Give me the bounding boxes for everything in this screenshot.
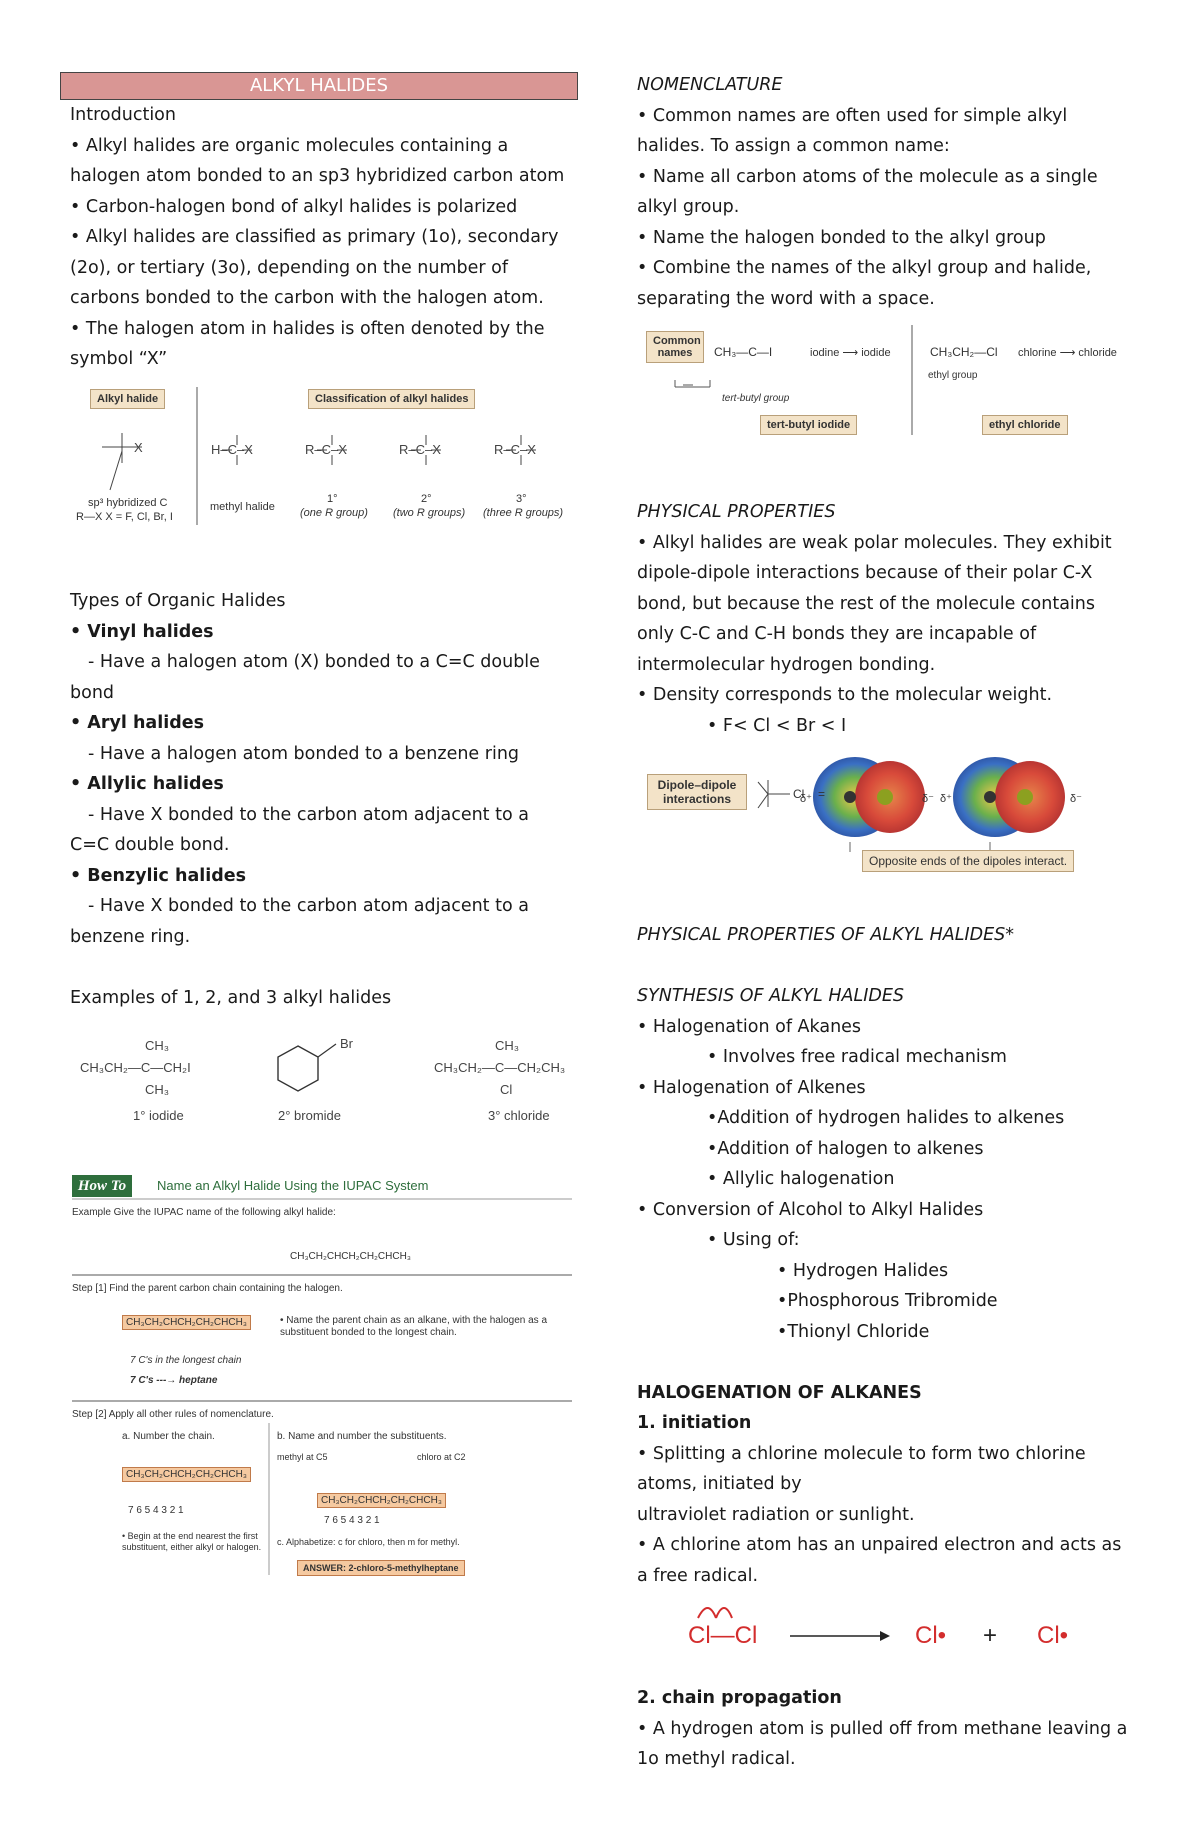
step2b-numbers: 7 6 5 4 3 2 1 <box>324 1515 380 1526</box>
intro-line: halogen atom bonded to an sp3 hybridized carbon atom <box>70 166 565 186</box>
initiation-line: ultraviolet radiation or sunlight. <box>637 1504 915 1525</box>
propagation-line: • A hydrogen atom is pulled off from methane leaving a <box>637 1718 1128 1739</box>
synthesis-line: • Hydrogen Halides <box>777 1260 949 1281</box>
synthesis-line: •Phosphorous Tribromide <box>777 1291 998 1311</box>
propagation-heading: 2. chain propagation <box>637 1688 842 1708</box>
type-desc: - Have a halogen atom (X) bonded to a C=C double <box>88 652 540 672</box>
nomenclature-line: halides. To assign a common name: <box>637 136 950 156</box>
physical-line: dipole-dipole interactions because of their polar C-X <box>637 563 1093 583</box>
step1-chain: 7 C's in the longest chain <box>130 1355 242 1366</box>
initiation-line: atoms, initiated by <box>637 1474 802 1494</box>
howto-step2: Step [2] Apply all other rules of nomenclature. <box>72 1409 274 1420</box>
tertiary-struct: R–C–X <box>494 442 536 457</box>
secondary-struct: R–C–X <box>399 442 441 457</box>
spacer <box>637 951 1137 982</box>
nomenclature-line: • Name the halogen bonded to the alkyl group <box>637 227 1046 248</box>
nomenclature-heading: NOMENCLATURE <box>637 75 783 95</box>
synthesis-section <box>637 920 1137 1591</box>
step1-molecule: CH₃CH₂CHCH₂CH₂CHCH₃ <box>122 1315 251 1330</box>
answer-box: ANSWER: 2-chloro-5-methylheptane <box>297 1560 465 1576</box>
intro-line: • The halogen atom in halides is often denoted by the <box>70 318 545 339</box>
propagation-section <box>637 1683 1137 1775</box>
type-desc-cont: bond <box>70 682 115 703</box>
physical-heading: PHYSICAL PROPERTIES <box>637 502 836 522</box>
classification-tag: Classification of alkyl halides <box>308 389 475 409</box>
type-desc: - Have a halogen atom bonded to a benzene ring <box>88 743 520 764</box>
nomenclature-line: alkyl group. <box>637 197 740 217</box>
begin-note: • Begin at the end nearest the first substituent, either alkyl or halogen. <box>122 1531 262 1552</box>
methyl-c5: methyl at C5 <box>277 1452 328 1462</box>
ethyl-formula: CH₃CH₂—Cl <box>930 345 998 359</box>
physical-line: • Density corresponds to the molecular weight. <box>637 685 1053 705</box>
intro-heading: Introduction <box>70 105 176 125</box>
methyl-struct: H–C–X <box>211 442 253 457</box>
bromide-br: Br <box>340 1036 353 1051</box>
howto-example: Example Give the IUPAC name of the following alkyl halide: <box>72 1207 336 1218</box>
physical-line: • Alkyl halides are weak polar molecules. They exhibit <box>637 532 1112 553</box>
tbu-iodide-tag: tert-butyl iodide <box>760 415 857 435</box>
physical-section <box>637 497 1137 741</box>
physical-line: only C-C and C-H bonds they are incapable of <box>637 624 1037 644</box>
type-name: • Vinyl halides <box>70 621 214 642</box>
left-column <box>70 100 575 375</box>
tbu-formula: CH₃—C—I <box>714 345 773 359</box>
equals-sign: = <box>818 787 826 801</box>
nomenclature-line: separating the word with a space. <box>637 288 935 309</box>
common-names-figure <box>640 325 1140 445</box>
synthesis-heading: SYNTHESIS OF ALKYL HALIDES <box>637 986 905 1006</box>
synthesis-line: • Using of: <box>707 1230 800 1250</box>
dipole-figure <box>640 752 1140 887</box>
iodide-ch3-top: CH₃ <box>145 1038 170 1053</box>
delta-minus-1: δ⁻ <box>922 793 934 805</box>
synthesis-line: • Involves free radical mechanism <box>707 1047 1007 1067</box>
examples-heading: Examples of 1, 2, and 3 alkyl halides <box>70 987 392 1008</box>
synthesis-line: • Conversion of Alcohol to Alkyl Halides <box>637 1199 984 1220</box>
synthesis-line: •Addition of hydrogen halides to alkenes <box>707 1108 1065 1128</box>
iodine-arrow: iodine ⟶ iodide <box>810 347 891 359</box>
initiation-heading: 1. initiation <box>637 1413 752 1433</box>
delta-plus-1: δ⁺ <box>800 793 812 805</box>
synthesis-line: •Thionyl Chloride <box>777 1321 930 1342</box>
step2c: c. Alphabetize: c for chloro, then m for methyl. <box>277 1537 460 1547</box>
type-desc-cont: C=C double bond. <box>70 835 230 855</box>
propagation-line: 1o methyl radical. <box>637 1749 796 1769</box>
bromide-label: 2° bromide <box>278 1108 342 1123</box>
synthesis-line: • Allylic halogenation <box>707 1169 895 1189</box>
chloride-formula: CH₃CH₂—C—CH₂CH₃ <box>434 1060 566 1075</box>
step1-note: • Name the parent chain as an alkane, with the halogen as a substituent bonded to the longest chain. <box>280 1315 548 1338</box>
spacer <box>70 952 575 983</box>
chloride-cl: Cl <box>500 1082 513 1097</box>
sp3-label: sp³ hybridized C <box>88 497 168 509</box>
cl-radical-1: Cl• <box>915 1622 947 1649</box>
chloro-c2: chloro at C2 <box>417 1452 466 1462</box>
step2b-molecule: CH₃CH₂CHCH₂CH₂CHCH₃ <box>317 1493 446 1508</box>
physical-alkyl-heading: PHYSICAL PROPERTIES OF ALKYL HALIDES* <box>637 925 1015 945</box>
step2a-numbers: 7 6 5 4 3 2 1 <box>128 1505 184 1516</box>
common-names-tag: Common names <box>646 331 704 363</box>
type-desc: - Have X bonded to the carbon atom adjacent to a <box>88 896 529 916</box>
clcl-molecule: Cl—Cl <box>688 1622 758 1649</box>
types-heading: Types of Organic Halides <box>70 591 286 611</box>
step1-heptane: 7 C's ---→ heptane <box>130 1375 218 1386</box>
synthesis-line: •Addition of halogen to alkenes <box>707 1138 984 1159</box>
intro-line: • Carbon-halogen bond of alkyl halides is polarized <box>70 196 518 217</box>
iodide-formula: CH₃CH₂—C—CH₂I <box>80 1060 191 1075</box>
delta-plus-2: δ⁺ <box>940 793 952 805</box>
alkyl-halide-tag: Alkyl halide <box>90 389 165 409</box>
tertiary-degree: 3° <box>516 493 527 505</box>
primary-degree: 1° <box>327 493 338 505</box>
intro-line: symbol “X” <box>70 349 168 369</box>
dipole-tag: Dipole–dipole interactions <box>647 774 747 810</box>
chloride-ch3: CH₃ <box>495 1038 520 1053</box>
spacer <box>637 1347 1137 1378</box>
type-name: • Allylic halides <box>70 774 224 794</box>
synthesis-line: • Halogenation of Alkenes <box>637 1077 866 1098</box>
howto-badge: How To <box>72 1175 132 1197</box>
primary-sub: (one R group) <box>300 507 368 519</box>
step2a-molecule: CH₃CH₂CHCH₂CH₂CHCH₃ <box>122 1467 251 1482</box>
halogenation-heading: HALOGENATION OF ALKANES <box>637 1382 922 1403</box>
howto-heading: Name an Alkyl Halide Using the IUPAC System <box>157 1178 429 1193</box>
cl-radical-2: Cl• <box>1037 1622 1069 1649</box>
intro-line: carbons bonded to the carbon with the halogen atom. <box>70 288 544 308</box>
primary-struct: R–C–X <box>305 442 347 457</box>
nomenclature-line: • Common names are often used for simple alkyl <box>637 105 1068 126</box>
intro-line: (2o), or tertiary (3o), depending on the number of <box>70 257 509 278</box>
type-name: • Benzylic halides <box>70 865 247 886</box>
secondary-sub: (two R groups) <box>393 507 466 519</box>
radical-figure <box>680 1596 1120 1658</box>
halogen-x: X <box>134 440 143 455</box>
initiation-line: • Splitting a chlorine molecule to form two chlorine <box>637 1443 1086 1464</box>
types-section <box>70 586 575 1013</box>
ethyl-group: ethyl group <box>928 370 978 381</box>
initiation-line: a free radical. <box>637 1565 759 1586</box>
ethyl-chloride-tag: ethyl chloride <box>982 415 1068 435</box>
iodide-label: 1° iodide <box>133 1108 184 1123</box>
nomenclature-line: • Name all carbon atoms of the molecule as a single <box>637 166 1098 187</box>
dipole-cl: Cl <box>793 787 805 801</box>
step2b: b. Name and number the substituents. <box>277 1431 447 1442</box>
type-desc: - Have X bonded to the carbon atom adjacent to a <box>88 804 529 825</box>
physical-line: bond, but because the rest of the molecule contains <box>637 593 1095 614</box>
chloride-label: 3° chloride <box>488 1108 550 1123</box>
iodide-ch3-bottom: CH₃ <box>145 1082 170 1097</box>
examples-figure <box>78 1030 578 1130</box>
chlorine-arrow: chlorine ⟶ chloride <box>1018 347 1117 359</box>
intro-line: • Alkyl halides are organic molecules containing a <box>70 135 509 156</box>
classification-figure <box>70 385 575 535</box>
opposite-ends-tag: Opposite ends of the dipoles interact. <box>862 850 1074 872</box>
physical-line: intermolecular hydrogen bonding. <box>637 654 936 675</box>
rx-label: R—X X = F, Cl, Br, I <box>76 511 173 523</box>
secondary-degree: 2° <box>421 493 432 505</box>
delta-minus-2: δ⁻ <box>1070 793 1082 805</box>
type-desc-cont: benzene ring. <box>70 926 191 947</box>
synthesis-line: • Halogenation of Akanes <box>637 1016 862 1037</box>
page-title: ALKYL HALIDES <box>60 72 578 100</box>
tbu-group: tert-butyl group <box>722 393 790 404</box>
intro-line: • Alkyl halides are classified as primary (1o), secondary <box>70 227 559 247</box>
initiation-line: • A chlorine atom has an unpaired electron and acts as <box>637 1535 1122 1555</box>
density-order: • F< Cl < Br < I <box>707 715 847 736</box>
howto-molecule: CH₃CH₂CHCH₂CH₂CHCH₃ <box>290 1251 411 1262</box>
howto-step1: Step [1] Find the parent carbon chain containing the halogen. <box>72 1283 343 1294</box>
tertiary-sub: (three R groups) <box>483 507 564 519</box>
step2a: a. Number the chain. <box>122 1431 215 1442</box>
nomenclature-line: • Combine the names of the alkyl group and halide, <box>637 258 1092 278</box>
howto-figure <box>72 1175 572 1595</box>
plus-sign: + <box>983 1622 998 1649</box>
methyl-label: methyl halide <box>210 501 275 513</box>
type-name: • Aryl halides <box>70 713 205 733</box>
nomenclature-section <box>637 70 1137 314</box>
